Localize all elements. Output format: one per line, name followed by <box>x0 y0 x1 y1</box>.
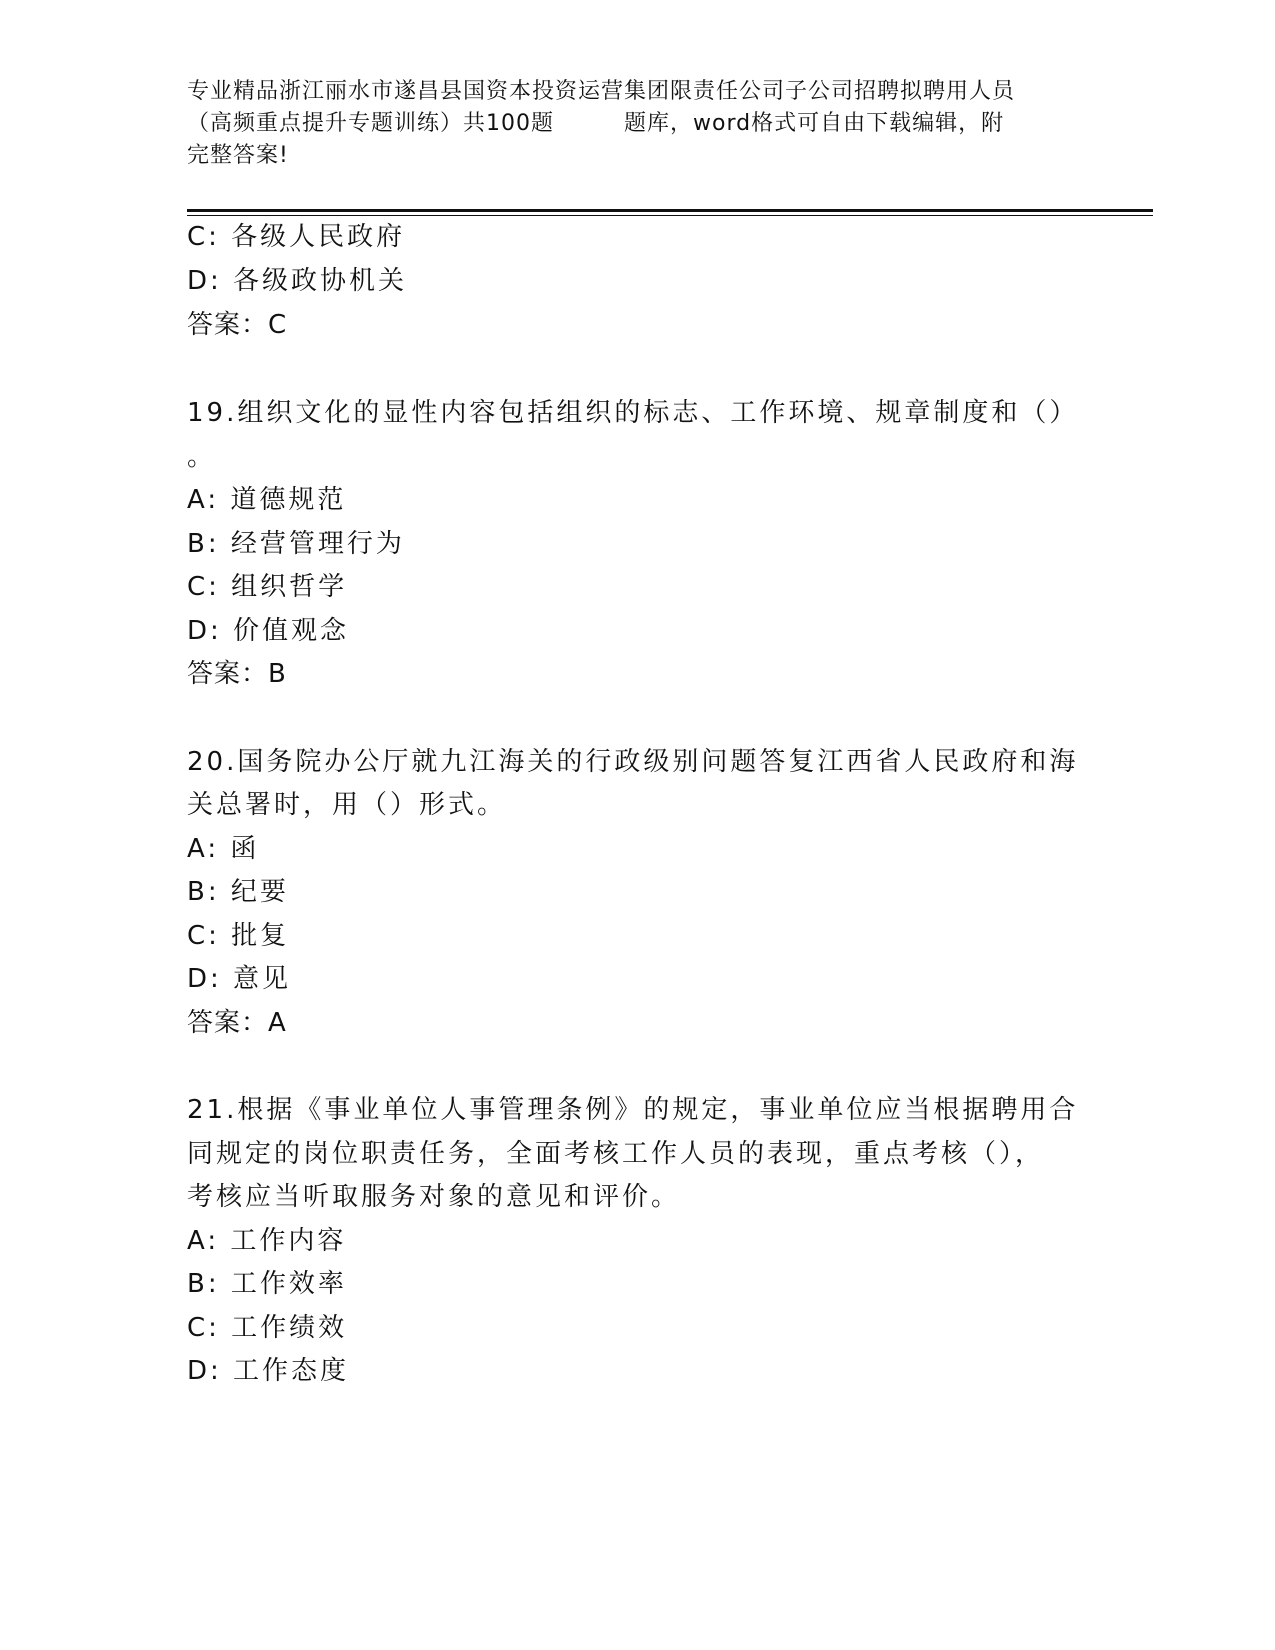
header-title-line-2a: （高频重点提升专题训练）共100题 <box>187 111 554 136</box>
question-19-stem-line-2: 。 <box>187 442 217 472</box>
question-20-option-c: C: 批复 <box>187 921 290 951</box>
document-header <box>187 76 1087 172</box>
header-title-line-3: 完整答案! <box>187 143 289 168</box>
question-21-stem-line-3: 考核应当听取服务对象的意见和评价。 <box>187 1182 681 1212</box>
question-19-option-d: D: 价值观念 <box>187 616 350 646</box>
question-20-option-d: D: 意见 <box>187 964 292 994</box>
question-19-answer: 答案：B <box>187 659 287 689</box>
question-21-option-b: B: 工作效率 <box>187 1269 347 1299</box>
question-21-stem-line-2: 同规定的岗位职责任务，全面考核工作人员的表现，重点考核（）， <box>187 1139 1045 1169</box>
option-d: D: 各级政协机关 <box>187 266 408 296</box>
question-19-option-c: C: 组织哲学 <box>187 572 348 602</box>
header-title-line-2b: 题库，word格式可自由下载编辑，附 <box>624 111 1005 136</box>
header-title-line-2 <box>187 108 1087 140</box>
option-c: C: 各级人民政府 <box>187 222 406 252</box>
question-19-stem-line-1: 19.组织文化的显性内容包括组织的标志、工作环境、规章制度和（） <box>187 398 1079 428</box>
answer: 答案：C <box>187 310 288 340</box>
question-20-option-a: A: 函 <box>187 834 260 864</box>
question-21-stem-line-1: 21.根据《事业单位人事管理条例》的规定，事业单位应当根据聘用合 <box>187 1095 1079 1125</box>
header-divider-thick <box>187 209 1153 212</box>
question-20-option-b: B: 纪要 <box>187 877 289 907</box>
question-20-stem-line-2: 关总署时，用（）形式。 <box>187 790 507 820</box>
question-19-option-a: A: 道德规范 <box>187 485 347 515</box>
header-divider-thin <box>187 215 1153 216</box>
question-20-answer: 答案：A <box>187 1008 287 1038</box>
question-19-option-b: B: 经营管理行为 <box>187 529 405 559</box>
header-title-line-1: 专业精品浙江丽水市遂昌县国资本投资运营集团限责任公司子公司招聘拟聘用人员 <box>187 79 1016 104</box>
question-20-stem-line-1: 20.国务院办公厅就九江海关的行政级别问题答复江西省人民政府和海 <box>187 747 1079 777</box>
question-21-option-c: C: 工作绩效 <box>187 1313 348 1343</box>
question-21-option-d: D: 工作态度 <box>187 1356 350 1386</box>
question-21-option-a: A: 工作内容 <box>187 1226 347 1256</box>
